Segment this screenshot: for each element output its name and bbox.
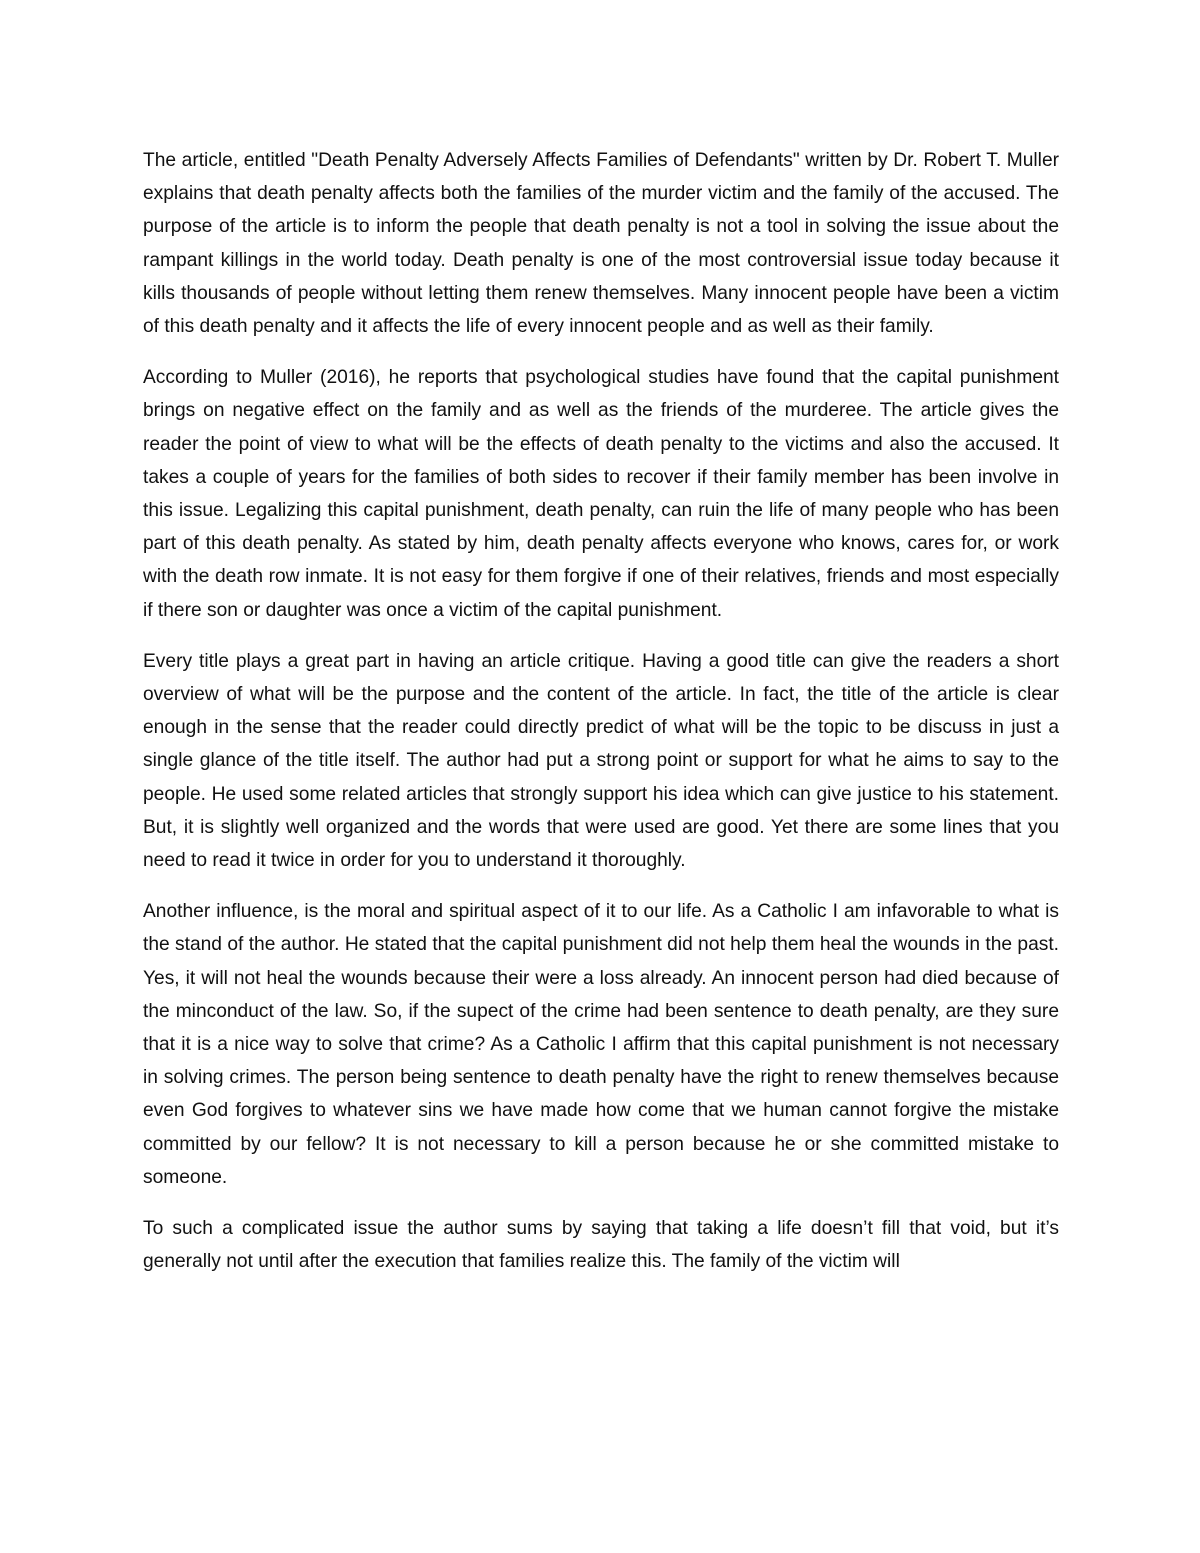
- paragraph-3: Every title plays a great part in having an article critique. Having a good title can give the readers a short overview of what will be the purpose and the content of the article. In fact, the title of the article is clear enough in the sense that the reader could directly predict of what will be the topic to be discuss in just a single glance of the title itself. The author had put a strong point or support for what he aims to say to the people. He used some related articles that strongly support his idea which can give justice to his statement. But, it is slightly well organized and the words that were used are good. Yet there are some lines that you need to read it twice in order for you to understand it thoroughly.: [143, 650, 1059, 872]
- paragraph-1: The article, entitled "Death Penalty Adversely Affects Families of Defendants" written by Dr. Robert T. Muller explains that death penalty affects both the families of the murder victim and the family of the accused. The purpose of the article is to inform the people that death penalty is not a tool in solving the issue about the rampant killings in the world today. Death penalty is one of the most controversial issue today because it kills thousands of people without letting them renew themselves. Many innocent people have been a victim of this death penalty and it affects the life of every innocent people and as well as their family.: [143, 150, 1059, 338]
- paragraph-5: To such a complicated issue the author sums by saying that taking a life doesn’t fill that void, but it’s generally not until after the execution that families realize this. The family of the victim will: [143, 1218, 1059, 1273]
- paragraph-2: According to Muller (2016), he reports that psychological studies have found that the capital punishment brings on negative effect on the family and as well as the friends of the murderee. The article gives the reader the point of view to what will be the effects of death penalty to the victims and also the accused. It takes a couple of years for the families of both sides to recover if their family member has been involve in this issue. Legalizing this capital punishment, death penalty, can ruin the life of many people who has been part of this death penalty. As stated by him, death penalty affects everyone who knows, cares for, or work with the death row inmate. It is not easy for them forgive if one of their relatives, friends and most especially if there son or daughter was once a victim of the capital punishment.: [143, 367, 1059, 621]
- document-body: [143, 144, 1059, 1297]
- paragraph-4: Another influence, is the moral and spiritual aspect of it to our life. As a Catholic I am infavorable to what is the stand of the author. He stated that the capital punishment did not help them heal the wounds in the past. Yes, it will not heal the wounds because their were a loss already. An innocent person had died because of the minconduct of the law. So, if the supect of the crime had been sentence to death penalty, are they sure that it is a nice way to solve that crime? As a Catholic I affirm that this capital punishment is not necessary in solving crimes. The person being sentence to death penalty have the right to renew themselves because even God forgives to whatever sins we have made how come that we human cannot forgive the mistake committed by our fellow? It is not necessary to kill a person because he or she committed mistake to someone.: [143, 901, 1059, 1188]
